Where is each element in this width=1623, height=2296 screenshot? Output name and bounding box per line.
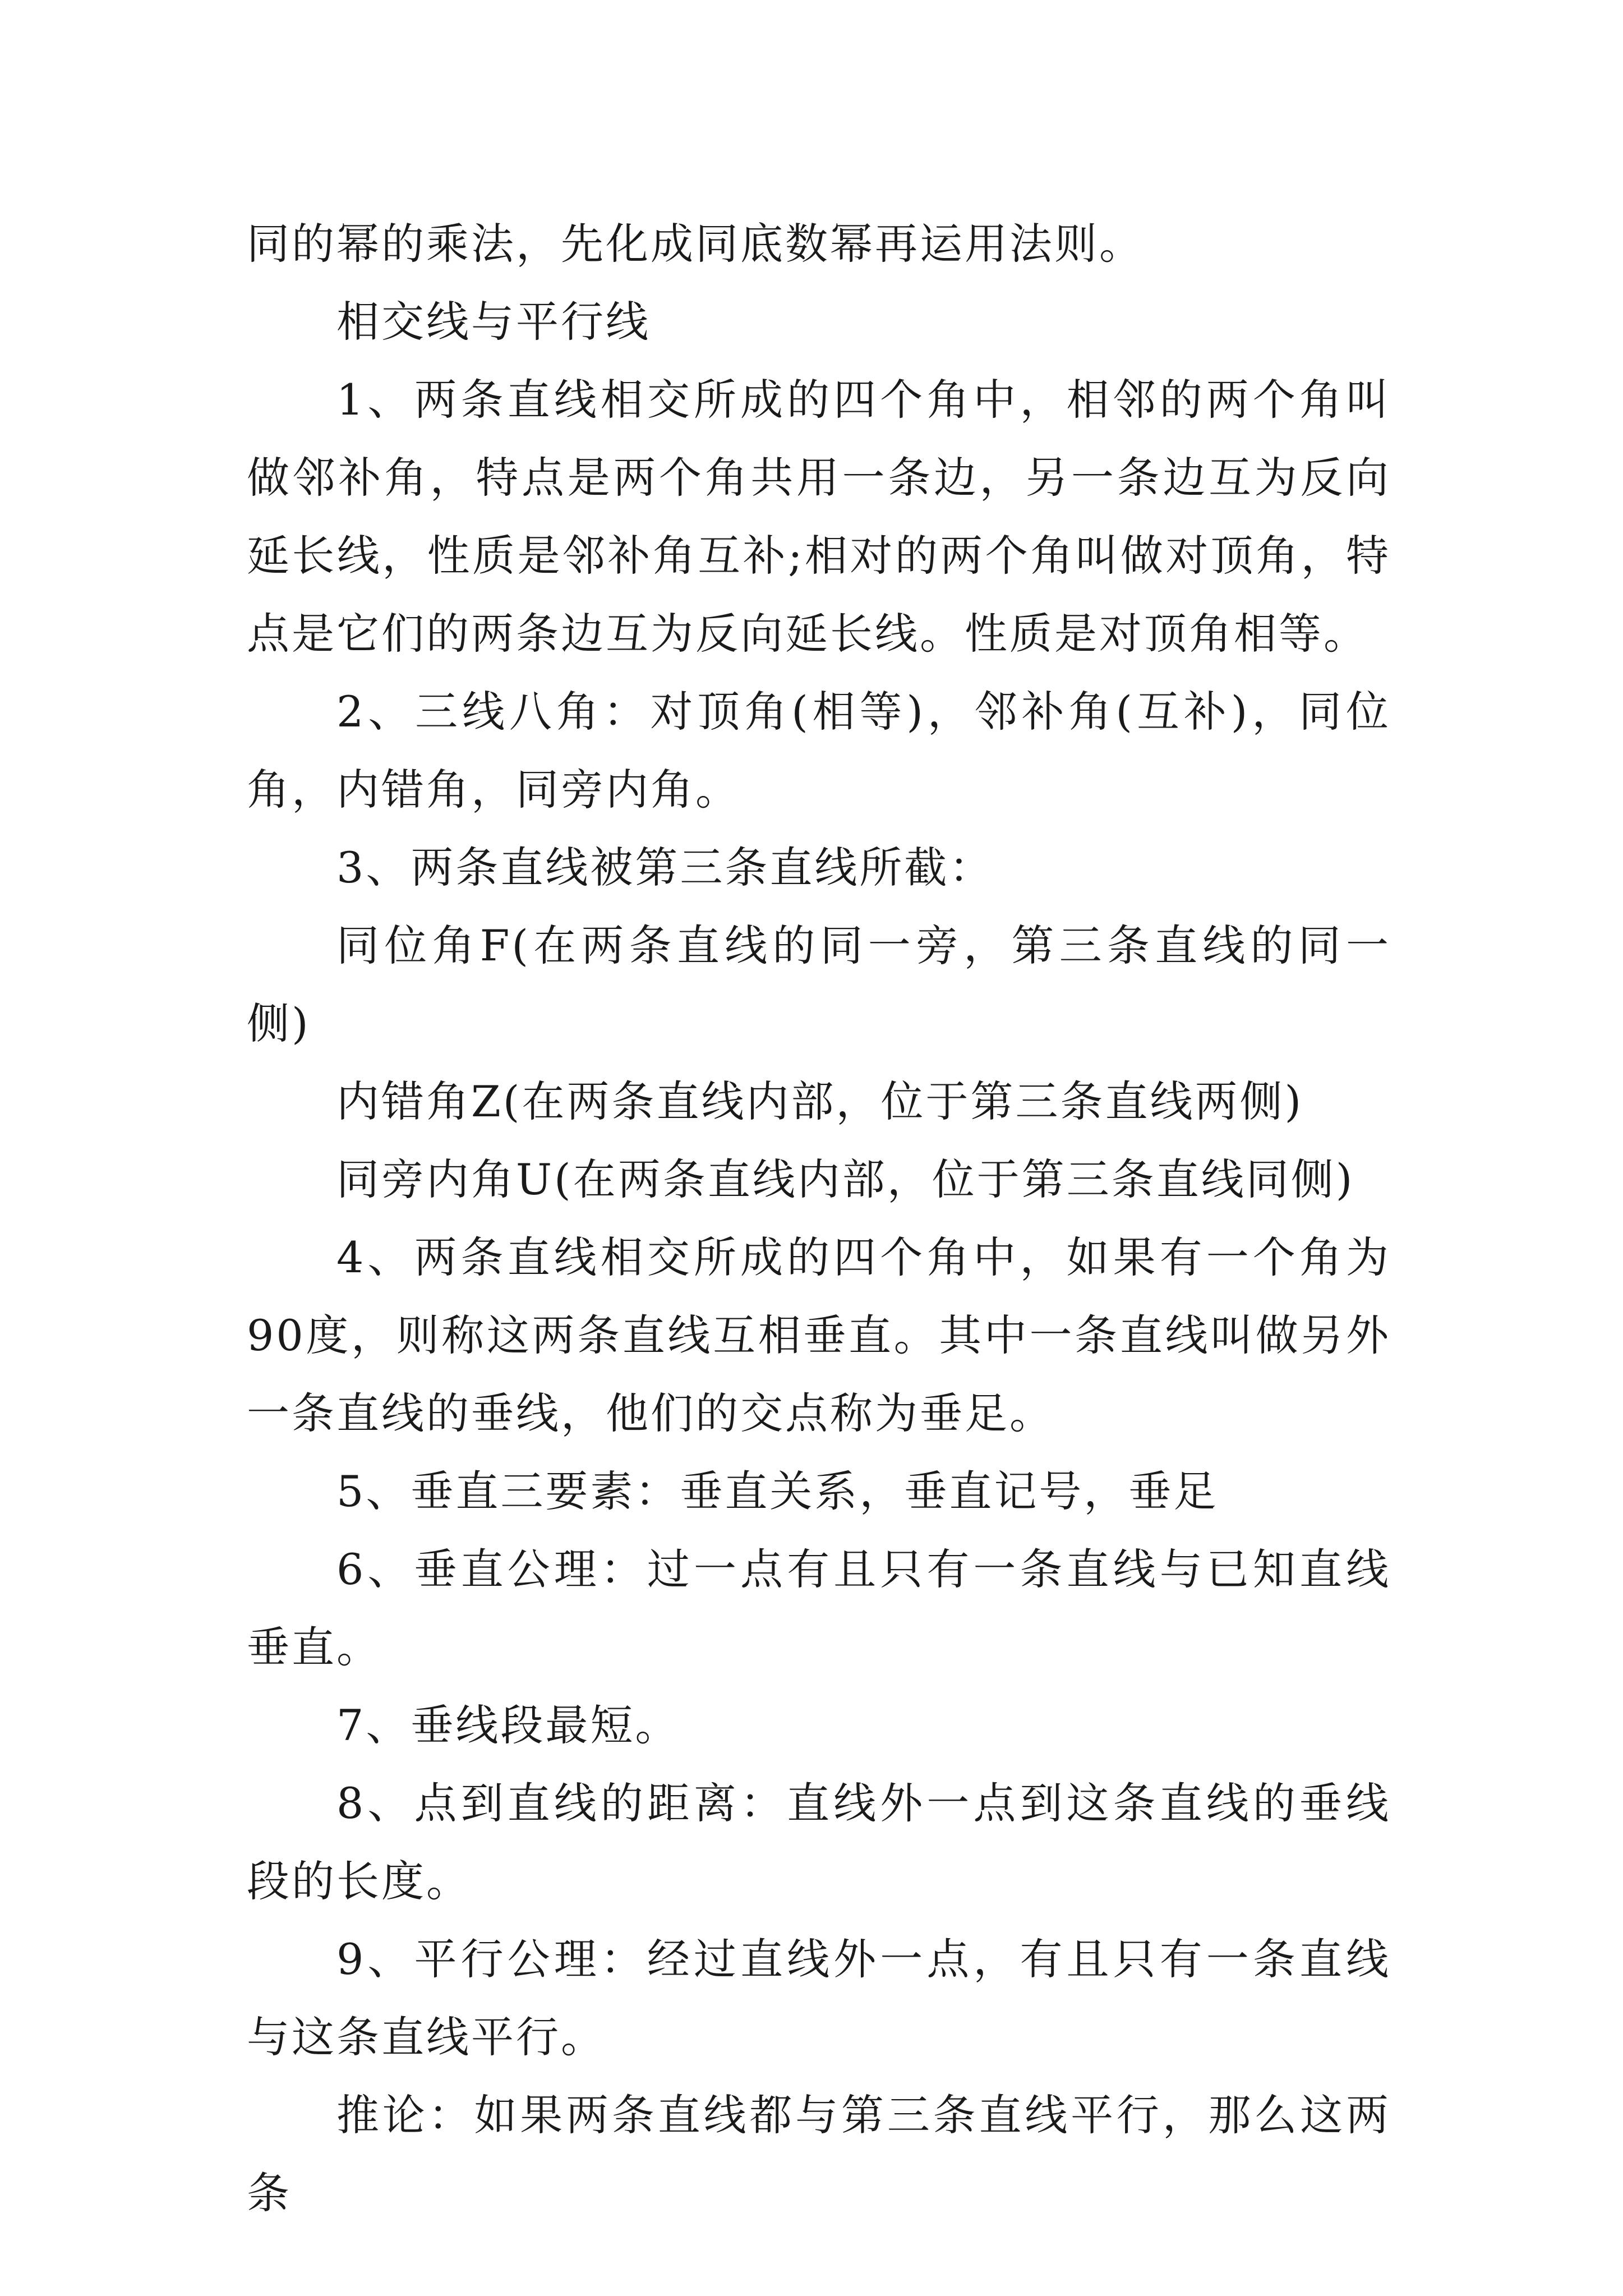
- paragraph-1: 同的幂的乘法，先化成同底数幂再运用法则。: [247, 219, 1144, 269]
- paragraph-item-4: 4、两条直线相交所成的四个角中，如果有一个角为90度，则称这两条直线互相垂直。其中一条直线叫做另外一条直线的垂线，他们的交点称为垂足。: [247, 1232, 1391, 1438]
- paragraph-item-7: 7、垂线段最短。: [336, 1700, 680, 1750]
- paragraph-item-2: 2、三线八角：对顶角(相等)，邻补角(互补)，同位角，内错角，同旁内角。: [247, 687, 1391, 815]
- paragraph-item-6: 6、垂直公理：过一点有且只有一条直线与已知直线垂直。: [247, 1544, 1391, 1672]
- paragraph-item-8: 8、点到直线的距离：直线外一点到这条直线的垂线段的长度。: [247, 1778, 1391, 1906]
- paragraph-item-5: 5、垂直三要素：垂直关系，垂直记号，垂足: [336, 1466, 1219, 1516]
- paragraph-alternate-angles: 内错角Z(在两条直线内部，位于第三条直线两侧): [336, 1076, 1304, 1126]
- paragraph-corresponding-angles: 同位角F(在两条直线的同一旁，第三条直线的同一侧): [247, 921, 1391, 1048]
- section-heading: 相交线与平行线: [336, 297, 651, 347]
- document-body: [247, 205, 1391, 2232]
- paragraph-item-1: 1、两条直线相交所成的四个角中，相邻的两个角叫做邻补角，特点是两个角共用一条边，另一条边互为反向延长线，性质是邻补角互补;相对的两个角叫做对顶角，特点是它们的两条边互为反向延长线。性质是对顶角相等。: [247, 375, 1391, 659]
- paragraph-interior-angles: 同旁内角U(在两条直线内部，位于第三条直线同侧): [336, 1154, 1355, 1204]
- paragraph-corollary: 推论：如果两条直线都与第三条直线平行，那么这两条: [247, 2090, 1391, 2218]
- paragraph-item-9: 9、平行公理：经过直线外一点，有且只有一条直线与这条直线平行。: [247, 1934, 1391, 2062]
- paragraph-item-3: 3、两条直线被第三条直线所截：: [336, 843, 994, 892]
